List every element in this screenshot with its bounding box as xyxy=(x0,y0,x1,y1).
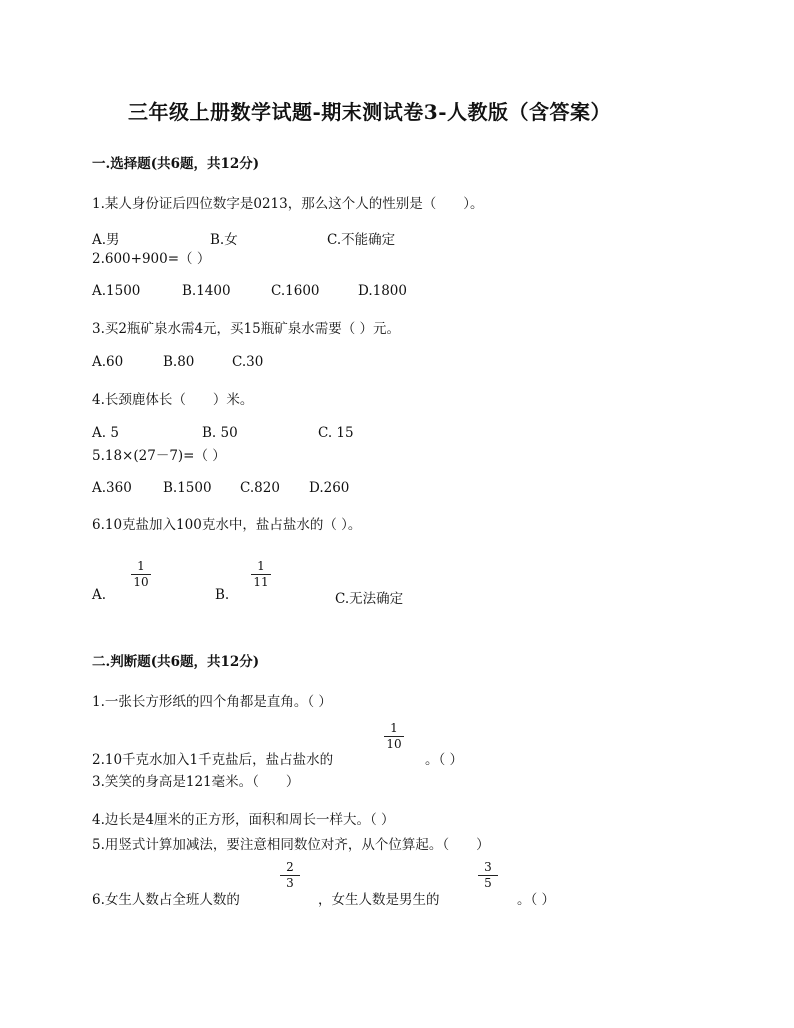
q5-option-d: D.260 xyxy=(309,480,350,496)
judge-6-fraction-1 xyxy=(278,861,302,890)
fraction-numerator: 1 xyxy=(137,559,145,573)
judge-6-text-part1: 6.女生人数占全班人数的 xyxy=(92,892,240,908)
q4-option-b: B. 50 xyxy=(202,425,238,441)
q5-option-b: B.1500 xyxy=(163,480,212,496)
q1-option-c: C.不能确定 xyxy=(327,232,396,248)
q3-option-c: C.30 xyxy=(232,354,264,370)
q4-option-a: A. 5 xyxy=(92,425,119,441)
q2-option-d: D.1800 xyxy=(358,283,407,299)
q6-option-c: C.无法确定 xyxy=(335,591,404,607)
q3-option-a: A.60 xyxy=(92,354,124,370)
question-1-text: 1.某人身份证后四位数字是0213，那么这个人的性别是（ ）。 xyxy=(92,196,484,212)
judge-5-text: 5.用竖式计算加减法，要注意相同数位对齐，从个位算起。（ ） xyxy=(92,837,490,853)
fraction-numerator: 3 xyxy=(484,860,492,874)
q1-option-b: B.女 xyxy=(210,232,238,248)
judge-2-text-before: 2.10千克水加入1千克盐后，盐占盐水的 xyxy=(92,752,334,768)
q2-option-c: C.1600 xyxy=(271,283,320,299)
section-heading-choice: 一.选择题(共6题，共12分) xyxy=(92,156,260,172)
question-6-text: 6.10克盐加入100克水中，盐占盐水的（ ）。 xyxy=(92,517,362,533)
fraction-numerator: 1 xyxy=(390,721,398,735)
fraction-denominator: 3 xyxy=(286,876,294,890)
q2-option-a: A.1500 xyxy=(92,283,141,299)
judge-4-text: 4.边长是4厘米的正方形，面积和周长一样大。（ ） xyxy=(92,812,395,828)
fraction-denominator: 10 xyxy=(133,575,149,589)
judge-6-text-part2: ，女生人数是男生的 xyxy=(318,892,440,908)
q1-option-a: A.男 xyxy=(92,232,120,248)
q5-option-c: C.820 xyxy=(240,480,280,496)
fraction-numerator: 1 xyxy=(257,559,265,573)
judge-2-text-after: 。（ ） xyxy=(425,752,464,768)
q3-option-b: B.80 xyxy=(163,354,195,370)
judge-6-fraction-2 xyxy=(476,861,500,890)
question-3-text: 3.买2瓶矿泉水需4元，买15瓶矿泉水需要（ ）元。 xyxy=(92,321,401,337)
question-5-text: 5.18×(27－7)=（ ） xyxy=(92,448,226,464)
q2-option-b: B.1400 xyxy=(182,283,231,299)
question-2-text: 2.600+900=（ ） xyxy=(92,251,211,267)
judge-3-text: 3.笑笑的身高是121毫米。（ ） xyxy=(92,774,300,790)
judge-2-fraction xyxy=(382,722,406,751)
fraction-denominator: 11 xyxy=(253,575,269,589)
section-heading-judgement: 二.判断题(共6题，共12分) xyxy=(92,654,260,670)
question-4-text: 4.长颈鹿体长（ ）米。 xyxy=(92,392,254,408)
page-title: 三年级上册数学试题-期末测试卷3-人教版（含答案） xyxy=(128,100,612,124)
q5-option-a: A.360 xyxy=(92,480,132,496)
judge-6-text-part3: 。（ ） xyxy=(517,892,556,908)
q6-fraction-a xyxy=(129,560,153,589)
fraction-numerator: 2 xyxy=(286,860,294,874)
fraction-denominator: 10 xyxy=(386,737,402,751)
q6-option-a: A. xyxy=(92,587,107,603)
q4-option-c: C. 15 xyxy=(318,425,354,441)
q6-fraction-b xyxy=(249,560,273,589)
fraction-denominator: 5 xyxy=(484,876,492,890)
judge-1-text: 1.一张长方形纸的四个角都是直角。（ ） xyxy=(92,694,332,710)
q6-option-b: B. xyxy=(215,587,230,603)
